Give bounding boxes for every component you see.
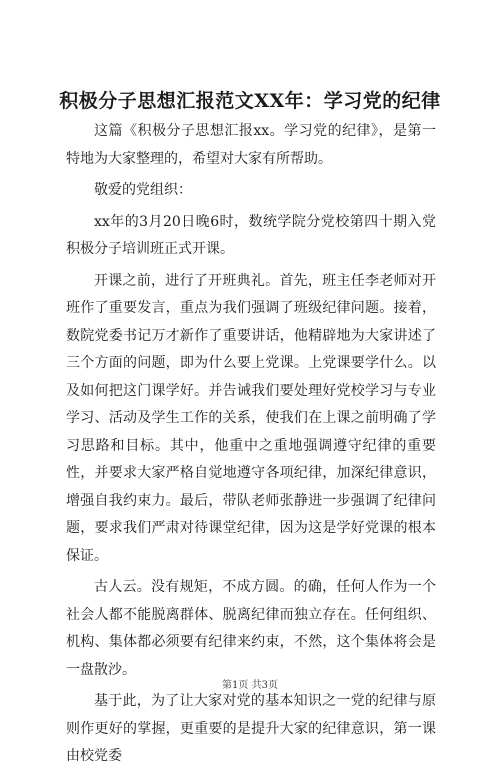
- document-body: [66, 118, 436, 775]
- body-paragraph: 基于此，为了让大家对党的基本知识之一党的纪律与原则作更好的掌握，更重要的是提升大家的纪律意识，第一课由校党委: [66, 693, 436, 764]
- page-footer: 第1页 共3页: [222, 680, 278, 691]
- document-title: 积极分子思想汇报范文XX年：学习党的纪律: [59, 90, 441, 112]
- body-paragraph: 开课之前，进行了开班典礼。首先，班主任李老师对开班作了重要发言，重点为我们强调了班级纪律问题。接着，数院党委书记万才新作了重要讲话，他精辟地为大家讲述了三个方面的问题，即为什么要上党课。上党课要学什么。以及如何把这门课学好。并告诫我们要处理好党校学习与专业学习、活动及学生工作的关系，使我们在上课之前明确了学习思路和目标。其中，他重中之重地强调遵守纪律的重要性，并要求大家严格自觉地遵守各项纪律，加深纪律意识，增强自我约束力。最后，带队老师张静进一步强调了纪律问题，要求我们严肃对待课堂纪律，因为这是学好党课的根本保证。: [66, 272, 436, 564]
- salutation: 敬爱的党组织：: [94, 182, 192, 198]
- intro-paragraph: 这篇《积极分子思想汇报xx。学习党的纪律》，是第一特地为大家整理的，希望对大家有所帮助。: [66, 123, 436, 167]
- body-paragraph: xx年的3月20日晚6时，数统学院分党校第四十期入党积极分子培训班正式开课。: [66, 213, 436, 257]
- body-paragraph: 古人云。没有规矩，不成方圆。的确，任何人作为一个社会人都不能脱离群体、脱离纪律而独立存在。任何组织、机构、集体都必须要有纪律来约束，不然，这个集体将会是一盘散沙。: [66, 579, 436, 678]
